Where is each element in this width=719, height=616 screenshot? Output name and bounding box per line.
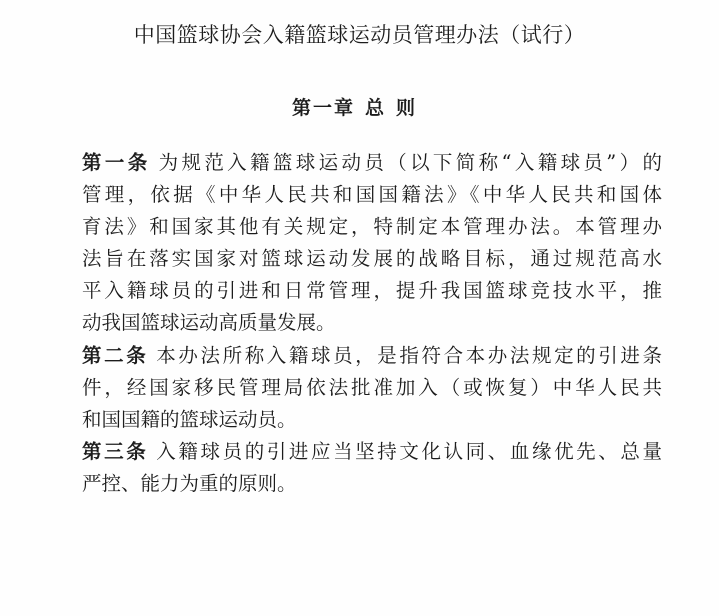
article-1 xyxy=(82,147,662,340)
chapter-number: 第一章 xyxy=(291,97,355,119)
document-body xyxy=(82,147,662,500)
article-text: 入籍球员的引进应当坚持文化认同、血缘优先、总量 xyxy=(156,439,662,463)
article-line: 管理，依据《中华人民共和国国籍法》《中华人民共和国体 xyxy=(82,183,662,207)
article-2 xyxy=(82,340,662,436)
chapter-name: 总则 xyxy=(365,97,428,119)
article-text: 为规范入籍篮球运动员（以下简称“入籍球员”）的 xyxy=(158,151,662,174)
article-line: 平入籍球员的引进和日常管理，提升我国篮球竞技水平，推 xyxy=(82,279,662,303)
article-line: 和国国籍的篮球运动员。 xyxy=(82,407,297,431)
article-line: 法旨在落实国家对篮球运动发展的战略目标，通过规范高水 xyxy=(82,247,662,271)
article-3 xyxy=(82,436,662,500)
article-line: 动我国篮球运动高质量发展。 xyxy=(82,311,336,335)
article-text: 本办法所称入籍球员，是指符合本办法规定的引进条 xyxy=(156,343,662,367)
article-number: 第三条 xyxy=(82,439,149,463)
article-line: 严控、能力为重的原则。 xyxy=(82,471,297,495)
article-line xyxy=(82,340,662,372)
article-line xyxy=(82,147,662,179)
article-line: 件，经国家移民管理局依法批准加入（或恢复）中华人民共 xyxy=(82,375,662,399)
article-line: 育法》和国家其他有关规定，特制定本管理办法。本管理办 xyxy=(82,215,662,239)
document-title: 中国篮球协会入籍篮球运动员管理办法（试行） xyxy=(133,23,586,47)
article-number: 第二条 xyxy=(82,343,149,367)
article-number: 第一条 xyxy=(82,151,151,174)
chapter-heading xyxy=(0,95,719,121)
article-line xyxy=(82,436,662,468)
